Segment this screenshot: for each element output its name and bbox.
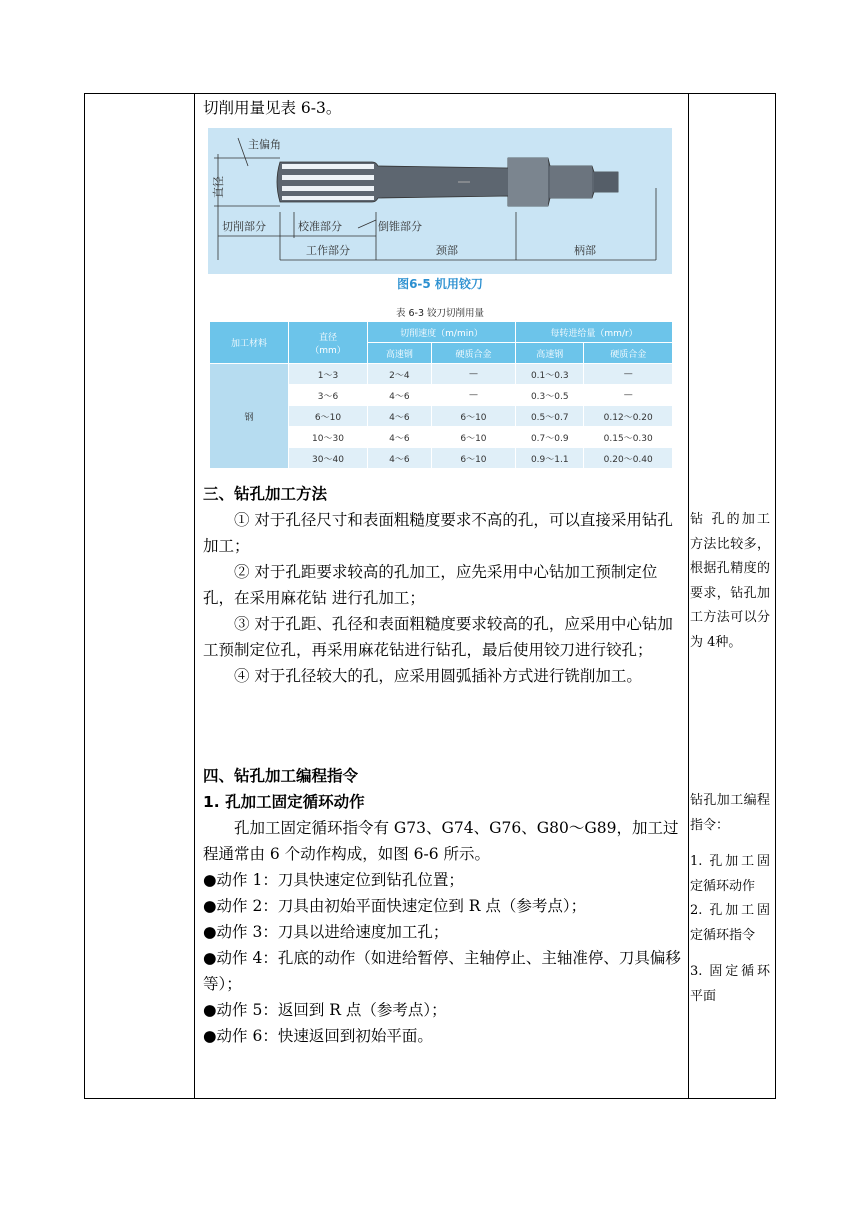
table-cell: 2～4 bbox=[368, 364, 432, 385]
table-cell: 6～10 bbox=[431, 448, 515, 469]
section-3 bbox=[203, 481, 683, 689]
neck-label: 颈部 bbox=[436, 244, 458, 257]
table-cell: 6～10 bbox=[431, 427, 515, 448]
list-item: ●动作 3：刀具以进给速度加工孔； bbox=[203, 923, 449, 941]
header-feed-hss: 高速钢 bbox=[516, 343, 584, 364]
intro-text: 切削用量见表 6-3。 bbox=[203, 99, 342, 117]
back-taper-part-label: 倒锥部分 bbox=[378, 220, 422, 233]
table-cell: 4～6 bbox=[368, 427, 432, 448]
figure-caption: 图6-5 机用铰刀 bbox=[397, 277, 483, 291]
section-4-heading: 四、钻孔加工编程指令 bbox=[203, 767, 359, 785]
column-divider-2 bbox=[688, 94, 689, 1098]
list-item: ●动作 4：孔底的动作（如进给暂停、主轴停止、主轴准停、刀具偏移等）； bbox=[203, 949, 681, 993]
table-cell: 0.7～0.9 bbox=[516, 427, 584, 448]
method-item-2: ② 对于孔距要求较高的孔加工，应先采用中心钻加工预制定位孔，在采用麻花钻 进行孔加工； bbox=[203, 563, 658, 607]
cutting-parameter-table bbox=[209, 321, 673, 469]
header-speed-hss: 高速钢 bbox=[368, 343, 432, 364]
table-cell: 1～3 bbox=[289, 364, 368, 385]
header-feed-carbide: 硬质合金 bbox=[584, 343, 673, 364]
table-cell: 0.12～0.20 bbox=[584, 406, 673, 427]
table-cell: 0.9～1.1 bbox=[516, 448, 584, 469]
table-cell: — bbox=[431, 364, 515, 385]
section-4-subheading: 1. 孔加工固定循环动作 bbox=[203, 793, 365, 811]
table-cell: 4～6 bbox=[368, 406, 432, 427]
side-note-item: 1. 孔加工固定循环动作 bbox=[690, 854, 770, 894]
side-note-drilling-methods: 钻 孔的加工方法比较多，根据孔精度的要求，钻孔加工方法可以分 为 4种。 bbox=[690, 512, 770, 650]
section-3-heading: 三、钻孔加工方法 bbox=[203, 485, 328, 503]
table-cell: 4～6 bbox=[368, 448, 432, 469]
table-cell: 4～6 bbox=[368, 385, 432, 406]
table-cell: 0.5～0.7 bbox=[516, 406, 584, 427]
method-item-3: ③ 对于孔距、孔径和表面粗糙度要求较高的孔，应采用中心钻加工预制定位孔，再采用麻花钻进行钻孔，最后使用铰刀进行铰孔； bbox=[203, 615, 673, 659]
table-cell: 3～6 bbox=[289, 385, 368, 406]
diameter-label: 直径 bbox=[212, 176, 225, 198]
cycle-intro: 孔加工固定循环指令有 G73、G74、G76、G80～G89，加工过程通常由 6 个动作构成，如图 6-6 所示。 bbox=[203, 819, 679, 863]
table-cell: 0.20～0.40 bbox=[584, 448, 673, 469]
reamer-diagram bbox=[208, 128, 672, 274]
table-cell: — bbox=[431, 385, 515, 406]
section-4 bbox=[203, 763, 683, 1049]
reamer-figure bbox=[208, 128, 672, 274]
shank-label: 柄部 bbox=[574, 244, 596, 257]
side-note-programming bbox=[690, 789, 770, 1009]
table-cell: 6～10 bbox=[289, 406, 368, 427]
table-cell: 30～40 bbox=[289, 448, 368, 469]
list-item: ●动作 5：返回到 R 点（参考点）； bbox=[203, 1001, 447, 1019]
table-cell: 0.1～0.3 bbox=[516, 364, 584, 385]
column-divider-1 bbox=[194, 94, 195, 1098]
list-item: ●动作 6：快速返回到初始平面。 bbox=[203, 1027, 433, 1045]
list-item: ●动作 1：刀具快速定位到钻孔位置； bbox=[203, 871, 464, 889]
side-note-item: 2. 孔加工固定循环指令 bbox=[690, 903, 770, 943]
table-cell: — bbox=[584, 364, 673, 385]
list-item: ●动作 2：刀具由初始平面快速定位到 R 点（参考点）； bbox=[203, 897, 587, 915]
side-note-item: 3. 固定循环平面 bbox=[690, 964, 770, 1004]
table-cell: 0.3～0.5 bbox=[516, 385, 584, 406]
cutting-part-label: 切削部分 bbox=[222, 220, 266, 233]
table-cell: 6～10 bbox=[431, 406, 515, 427]
table-cell: — bbox=[584, 385, 673, 406]
main-angle-label: 主偏角 bbox=[248, 138, 281, 151]
calibration-part-label: 校准部分 bbox=[298, 220, 342, 233]
table-cell: 10～30 bbox=[289, 427, 368, 448]
method-item-1: ① 对于孔径尺寸和表面粗糙度要求不高的孔，可以直接采用钻孔加工； bbox=[203, 511, 673, 555]
table-title: 表 6-3 铰刀切削用量 bbox=[395, 308, 485, 319]
header-material: 加工材料 bbox=[210, 322, 289, 364]
header-diameter: 直径 （mm） bbox=[289, 322, 368, 364]
header-speed-carbide: 硬质合金 bbox=[431, 343, 515, 364]
header-feed: 每转进给量（mm/r） bbox=[516, 322, 673, 343]
material-cell: 钢 bbox=[210, 364, 289, 469]
main-column bbox=[203, 95, 683, 121]
method-item-4: ④ 对于孔径较大的孔，应采用圆弧插补方式进行铣削加工。 bbox=[234, 667, 642, 685]
side-note-title: 钻孔加工编程指令： bbox=[690, 793, 770, 833]
table-row bbox=[210, 364, 673, 385]
header-speed: 切削速度（m/min） bbox=[368, 322, 516, 343]
table-cell: 0.15～0.30 bbox=[584, 427, 673, 448]
working-part-label: 工作部分 bbox=[306, 244, 350, 257]
